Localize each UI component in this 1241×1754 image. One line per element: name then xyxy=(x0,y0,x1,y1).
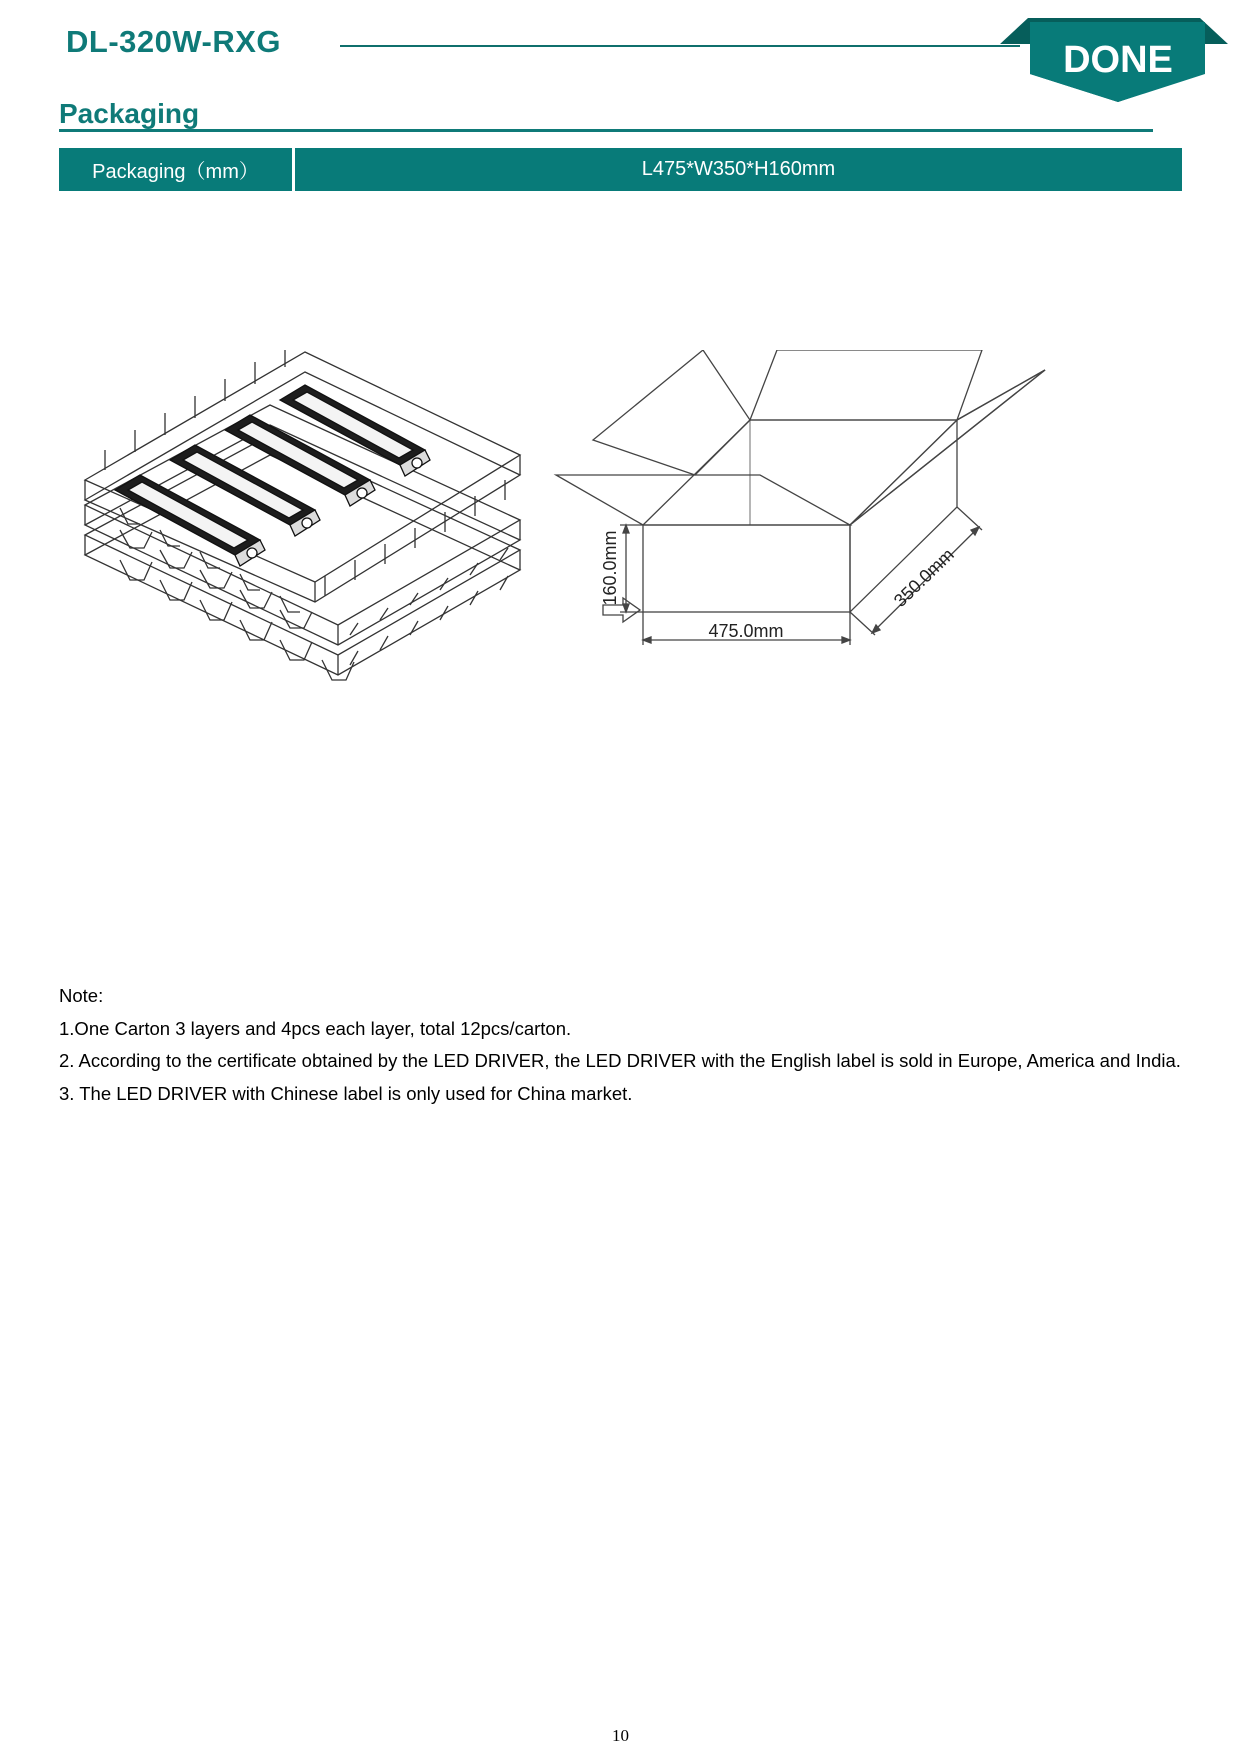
led-driver-units xyxy=(115,385,430,566)
spec-value: L475*W350*H160mm xyxy=(295,148,1182,191)
page-number: 10 xyxy=(612,1726,629,1745)
note-item-2: 2. According to the certificate obtained by the LED DRIVER, the LED DRIVER with the English label is sold in Europe, America and India. xyxy=(59,1050,1181,1071)
carton-flap-left xyxy=(593,350,750,475)
logo-text: DONE xyxy=(1063,39,1173,81)
carton-drawing xyxy=(556,350,1045,645)
packaging-figure xyxy=(60,350,1190,750)
tray-stack-illustration xyxy=(85,350,520,680)
model-number: DL-320W-RXG xyxy=(66,24,282,59)
header-divider xyxy=(340,45,1020,47)
notes-heading: Note: xyxy=(59,985,104,1006)
carton-flap-front xyxy=(556,475,850,525)
section-title: Packaging xyxy=(59,98,200,129)
carton-flap-back xyxy=(750,350,982,420)
notes-block xyxy=(59,980,1181,1110)
note-item-1: 1.One Carton 3 layers and 4pcs each layer, total 12pcs/carton. xyxy=(59,1017,572,1039)
spec-label: Packaging（mm） xyxy=(59,148,292,191)
dimension-length-label: 475.0mm xyxy=(708,621,784,641)
note-item-3: 3. The LED DRIVER with Chinese label is only used for China market. xyxy=(59,1082,633,1104)
brand-logo xyxy=(1000,14,1241,104)
dimension-height-label: 160.0mm xyxy=(600,530,620,606)
section-divider xyxy=(59,129,1153,132)
spec-table xyxy=(59,148,1182,191)
dimension-width-label: 350.0mm xyxy=(889,544,958,611)
carton-front-face xyxy=(643,525,850,612)
